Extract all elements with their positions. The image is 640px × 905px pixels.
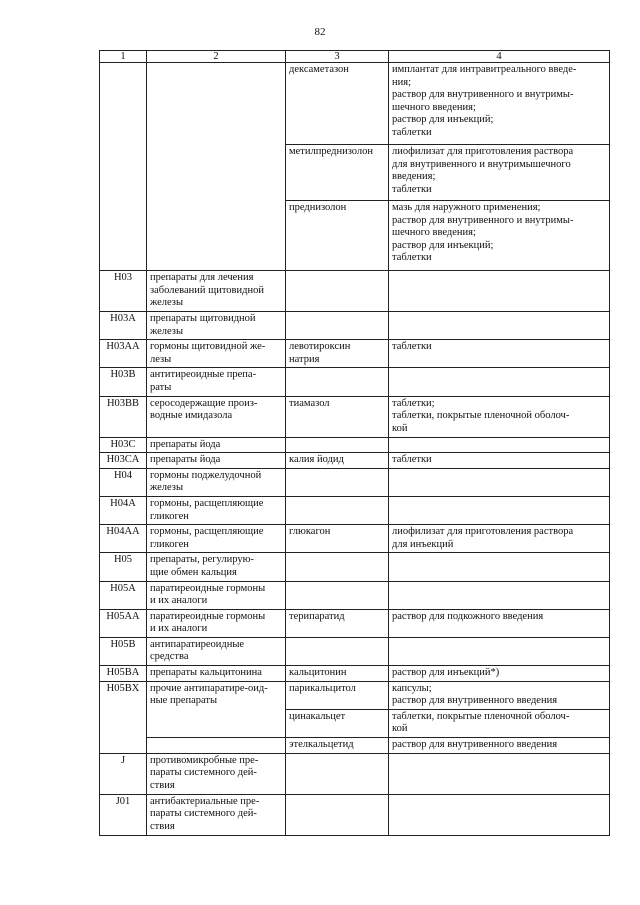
substance-cell bbox=[286, 581, 389, 609]
substance-cell: терипаратид bbox=[286, 609, 389, 637]
column-number: 2 bbox=[147, 51, 286, 63]
table-row bbox=[100, 496, 610, 524]
atc-code-cell: H03A bbox=[100, 312, 147, 340]
atc-code-cell: H05AA bbox=[100, 609, 147, 637]
page-number: 82 bbox=[314, 26, 326, 38]
table-row bbox=[100, 468, 610, 496]
table-row bbox=[100, 553, 610, 581]
substance-cell bbox=[286, 553, 389, 581]
atc-code-cell: H03C bbox=[100, 437, 147, 453]
group-cell bbox=[147, 709, 286, 737]
atc-code-cell: H03BB bbox=[100, 396, 147, 437]
atc-code-cell bbox=[100, 738, 147, 754]
dosage-form-cell bbox=[389, 312, 610, 340]
column-number: 1 bbox=[100, 51, 147, 63]
group-cell: прочие антипаратире-оид- ные препараты bbox=[147, 681, 286, 709]
table-row bbox=[100, 681, 610, 709]
substance-cell bbox=[286, 753, 389, 794]
dosage-form-cell: лиофилизат для приготовления раствора для внутривенного и внутримышечного введения; таблетки bbox=[389, 145, 610, 201]
atc-code-cell: H05 bbox=[100, 553, 147, 581]
group-cell: антитиреоидные препа- раты bbox=[147, 368, 286, 396]
atc-code-cell: H03CA bbox=[100, 453, 147, 469]
table-row bbox=[100, 368, 610, 396]
dosage-form-cell: мазь для наружного применения; раствор для внутривенного и внутримы- шечного введения; раствор для инъекций; таблетки bbox=[389, 201, 610, 271]
substance-cell: цинакальцет bbox=[286, 709, 389, 737]
group-cell: противомикробные пре- параты системного дей- ствия bbox=[147, 753, 286, 794]
group-cell bbox=[147, 738, 286, 754]
table-row bbox=[100, 738, 610, 754]
atc-code-cell: H05BX bbox=[100, 681, 147, 709]
dosage-form-cell: таблетки bbox=[389, 340, 610, 368]
group-cell: препараты йода bbox=[147, 453, 286, 469]
atc-code-cell: J bbox=[100, 753, 147, 794]
dosage-form-cell: имплантат для интравитреального введе- ния; раствор для внутривенного и внутримы- шечного введения; раствор для инъекций; таблетки bbox=[389, 63, 610, 145]
group-cell: антипаратиреоидные средства bbox=[147, 637, 286, 665]
atc-code-cell: H05B bbox=[100, 637, 147, 665]
group-cell: антибактериальные пре- параты системного дей- ствия bbox=[147, 794, 286, 835]
table-row bbox=[100, 609, 610, 637]
dosage-form-cell: раствор для инъекций*) bbox=[389, 666, 610, 682]
dosage-form-cell: раствор для внутривенного введения bbox=[389, 738, 610, 754]
dosage-form-cell bbox=[389, 468, 610, 496]
atc-code-cell: H04 bbox=[100, 468, 147, 496]
substance-cell bbox=[286, 312, 389, 340]
dosage-form-cell bbox=[389, 581, 610, 609]
substance-cell: левотироксин натрия bbox=[286, 340, 389, 368]
dosage-form-cell: таблетки bbox=[389, 453, 610, 469]
table-row bbox=[100, 637, 610, 665]
substance-cell bbox=[286, 637, 389, 665]
substance-cell: парикальцитол bbox=[286, 681, 389, 709]
atc-code-cell bbox=[100, 201, 147, 271]
dosage-form-cell bbox=[389, 437, 610, 453]
table-row bbox=[100, 396, 610, 437]
atc-code-cell bbox=[100, 145, 147, 201]
table-row bbox=[100, 340, 610, 368]
substance-cell: метилпреднизолон bbox=[286, 145, 389, 201]
substance-cell bbox=[286, 368, 389, 396]
atc-code-cell bbox=[100, 63, 147, 145]
dosage-form-cell: капсулы; раствор для внутривенного введения bbox=[389, 681, 610, 709]
group-cell: препараты щитовидной железы bbox=[147, 312, 286, 340]
table-row bbox=[100, 201, 610, 271]
table-row bbox=[100, 271, 610, 312]
substance-cell bbox=[286, 437, 389, 453]
substance-cell: калия йодид bbox=[286, 453, 389, 469]
table-row bbox=[100, 453, 610, 469]
dosage-form-cell bbox=[389, 368, 610, 396]
atc-code-cell: H05A bbox=[100, 581, 147, 609]
dosage-form-cell: таблетки; таблетки, покрытые пленочной оболоч- кой bbox=[389, 396, 610, 437]
group-cell: паратиреоидные гормоны и их аналоги bbox=[147, 581, 286, 609]
substance-cell bbox=[286, 496, 389, 524]
dosage-form-cell: таблетки, покрытые пленочной оболоч- кой bbox=[389, 709, 610, 737]
substance-cell bbox=[286, 794, 389, 835]
table-row bbox=[100, 63, 610, 145]
group-cell: гормоны поджелудочной железы bbox=[147, 468, 286, 496]
group-cell: паратиреоидные гормоны и их аналоги bbox=[147, 609, 286, 637]
dosage-form-cell: лиофилизат для приготовления раствора для инъекций bbox=[389, 525, 610, 553]
dosage-form-cell bbox=[389, 496, 610, 524]
table-row bbox=[100, 312, 610, 340]
dosage-form-cell: раствор для подкожного введения bbox=[389, 609, 610, 637]
atc-code-cell: H03B bbox=[100, 368, 147, 396]
dosage-form-cell bbox=[389, 553, 610, 581]
medication-table bbox=[99, 50, 610, 836]
dosage-form-cell bbox=[389, 637, 610, 665]
atc-code-cell bbox=[100, 709, 147, 737]
atc-code-cell: H05BA bbox=[100, 666, 147, 682]
substance-cell bbox=[286, 271, 389, 312]
table-row bbox=[100, 145, 610, 201]
substance-cell: этелкальцетид bbox=[286, 738, 389, 754]
group-cell: препараты йода bbox=[147, 437, 286, 453]
group-cell bbox=[147, 145, 286, 201]
atc-code-cell: H04A bbox=[100, 496, 147, 524]
table-row bbox=[100, 525, 610, 553]
column-number: 4 bbox=[389, 51, 610, 63]
substance-cell: кальцитонин bbox=[286, 666, 389, 682]
column-number-row bbox=[100, 51, 610, 63]
group-cell bbox=[147, 201, 286, 271]
table-row bbox=[100, 794, 610, 835]
substance-cell: тиамазол bbox=[286, 396, 389, 437]
table-row bbox=[100, 666, 610, 682]
atc-code-cell: J01 bbox=[100, 794, 147, 835]
dosage-form-cell bbox=[389, 794, 610, 835]
substance-cell bbox=[286, 468, 389, 496]
table-row bbox=[100, 437, 610, 453]
group-cell: препараты, регулирую- щие обмен кальция bbox=[147, 553, 286, 581]
dosage-form-cell bbox=[389, 753, 610, 794]
dosage-form-cell bbox=[389, 271, 610, 312]
table-row bbox=[100, 581, 610, 609]
group-cell: препараты для лечения заболеваний щитовидной железы bbox=[147, 271, 286, 312]
atc-code-cell: H03 bbox=[100, 271, 147, 312]
group-cell: гормоны, расщепляющие гликоген bbox=[147, 525, 286, 553]
atc-code-cell: H04AA bbox=[100, 525, 147, 553]
group-cell: серосодержащие произ- водные имидазола bbox=[147, 396, 286, 437]
group-cell bbox=[147, 63, 286, 145]
group-cell: гормоны щитовидной же- лезы bbox=[147, 340, 286, 368]
substance-cell: глюкагон bbox=[286, 525, 389, 553]
group-cell: препараты кальцитонина bbox=[147, 666, 286, 682]
table-row bbox=[100, 709, 610, 737]
substance-cell: преднизолон bbox=[286, 201, 389, 271]
column-number: 3 bbox=[286, 51, 389, 63]
table-row bbox=[100, 753, 610, 794]
atc-code-cell: H03AA bbox=[100, 340, 147, 368]
group-cell: гормоны, расщепляющие гликоген bbox=[147, 496, 286, 524]
substance-cell: дексаметазон bbox=[286, 63, 389, 145]
